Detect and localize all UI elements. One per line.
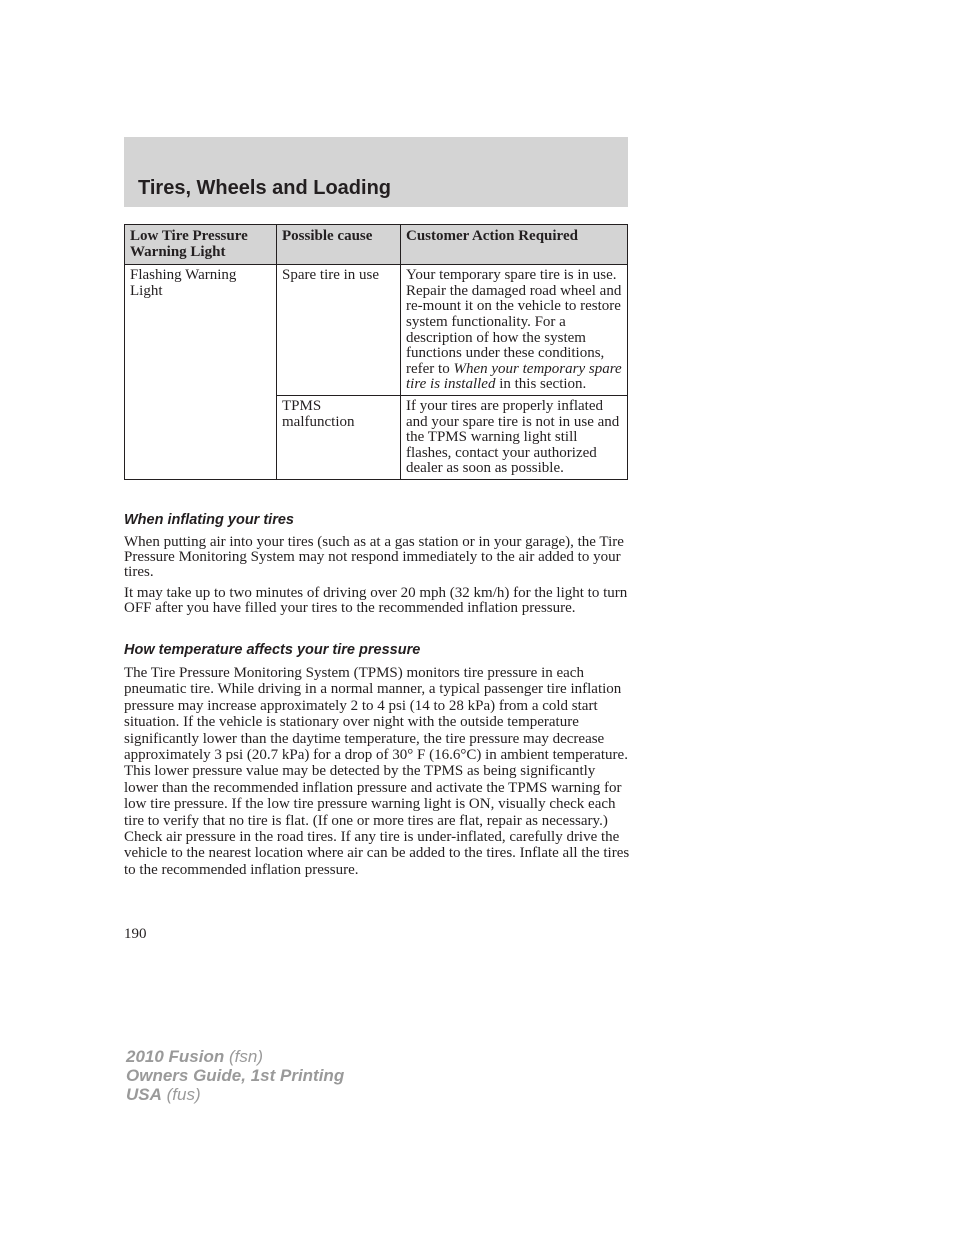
tpms-warning-table [124,224,628,480]
footer-line-market [126,1085,344,1104]
footer-market-code: (fus) [161,1085,201,1104]
section-header-band [124,137,628,207]
footer-model-code: (fsn) [224,1047,263,1066]
subheading-inflating-tires: When inflating your tires [124,512,294,528]
customer-action-cell [401,265,628,396]
action-text-suffix: in this section. [499,376,587,393]
customer-action-cell: If your tires are properly inflated and your spare tire is not in use and the TPMS warning light still flashes, contact your authorized dealer as soon as possible. [401,395,628,479]
section-title: Tires, Wheels and Loading [138,177,392,199]
paragraph-inflating-2: It may take up to two minutes of driving over 20 mph (32 km/h) for the light to turn OFF after you have filled your tires to the recommended inflation pressure. [124,585,628,617]
cross-reference-text: When your temporary spare tire is installed [406,360,622,393]
paragraph-inflating-1: When putting air into your tires (such as at a gas station or in your garage), the Tire Pressure Monitoring System may not respond immediately to the air added to your tires. [124,534,624,581]
table-header-row [125,225,628,265]
column-header-customer-action: Customer Action Required [401,225,628,265]
column-header-possible-cause: Possible cause [277,225,401,265]
column-header-warning-light: Low Tire Pressure Warning Light [125,225,277,265]
paragraph-temperature: The Tire Pressure Monitoring System (TPMS) monitors tire pressure in each pneumatic tire. While driving in a normal manner, a typical passenger tire inflation pressure may increase approximately 2 to 4 psi (14 to 28 kPa) from a cold start situation. If the vehicle is stationary over night with the outside temperature significantly lower than the daytime temperature, the tire pressure may decrease approximately 3 psi (20.7 kPa) for a drop of 30° F (16.6°C) in ambient temperature. This lower pressure value may be detected by the TPMS as being significantly lower than the recommended inflation pressure and activate the TPMS warning for low tire pressure. If the low tire pressure warning light is ON, visually check each tire to verify that no tire is flat. (If one or more tires are flat, repair as necessary.) Check air pressure in the road tires. If any tire is under-inflated, carefully drive the vehicle to the nearest location where air can be added to the tires. Inflate all the tires to the recommended inflation pressure. [124,665,630,878]
warning-light-state-cell: Flashing Warning Light [125,265,277,480]
document-footer [126,1047,344,1104]
possible-cause-cell: TPMS malfunction [277,395,401,479]
footer-model: 2010 Fusion [126,1047,225,1066]
possible-cause-cell: Spare tire in use [277,265,401,396]
footer-market: USA [126,1085,162,1104]
page-number: 190 [124,926,147,942]
action-text: Your temporary spare tire is in use. Repair the damaged road wheel and re-mount it on the vehicle to restore system functionality. For a description of how the system functions under these conditions, refer to [406,267,622,377]
footer-edition: Owners Guide, 1st Printing [126,1066,345,1085]
table-row [125,265,628,396]
footer-line-edition [126,1066,344,1085]
footer-line-model [126,1047,344,1066]
subheading-temperature: How temperature affects your tire pressure [124,642,421,658]
